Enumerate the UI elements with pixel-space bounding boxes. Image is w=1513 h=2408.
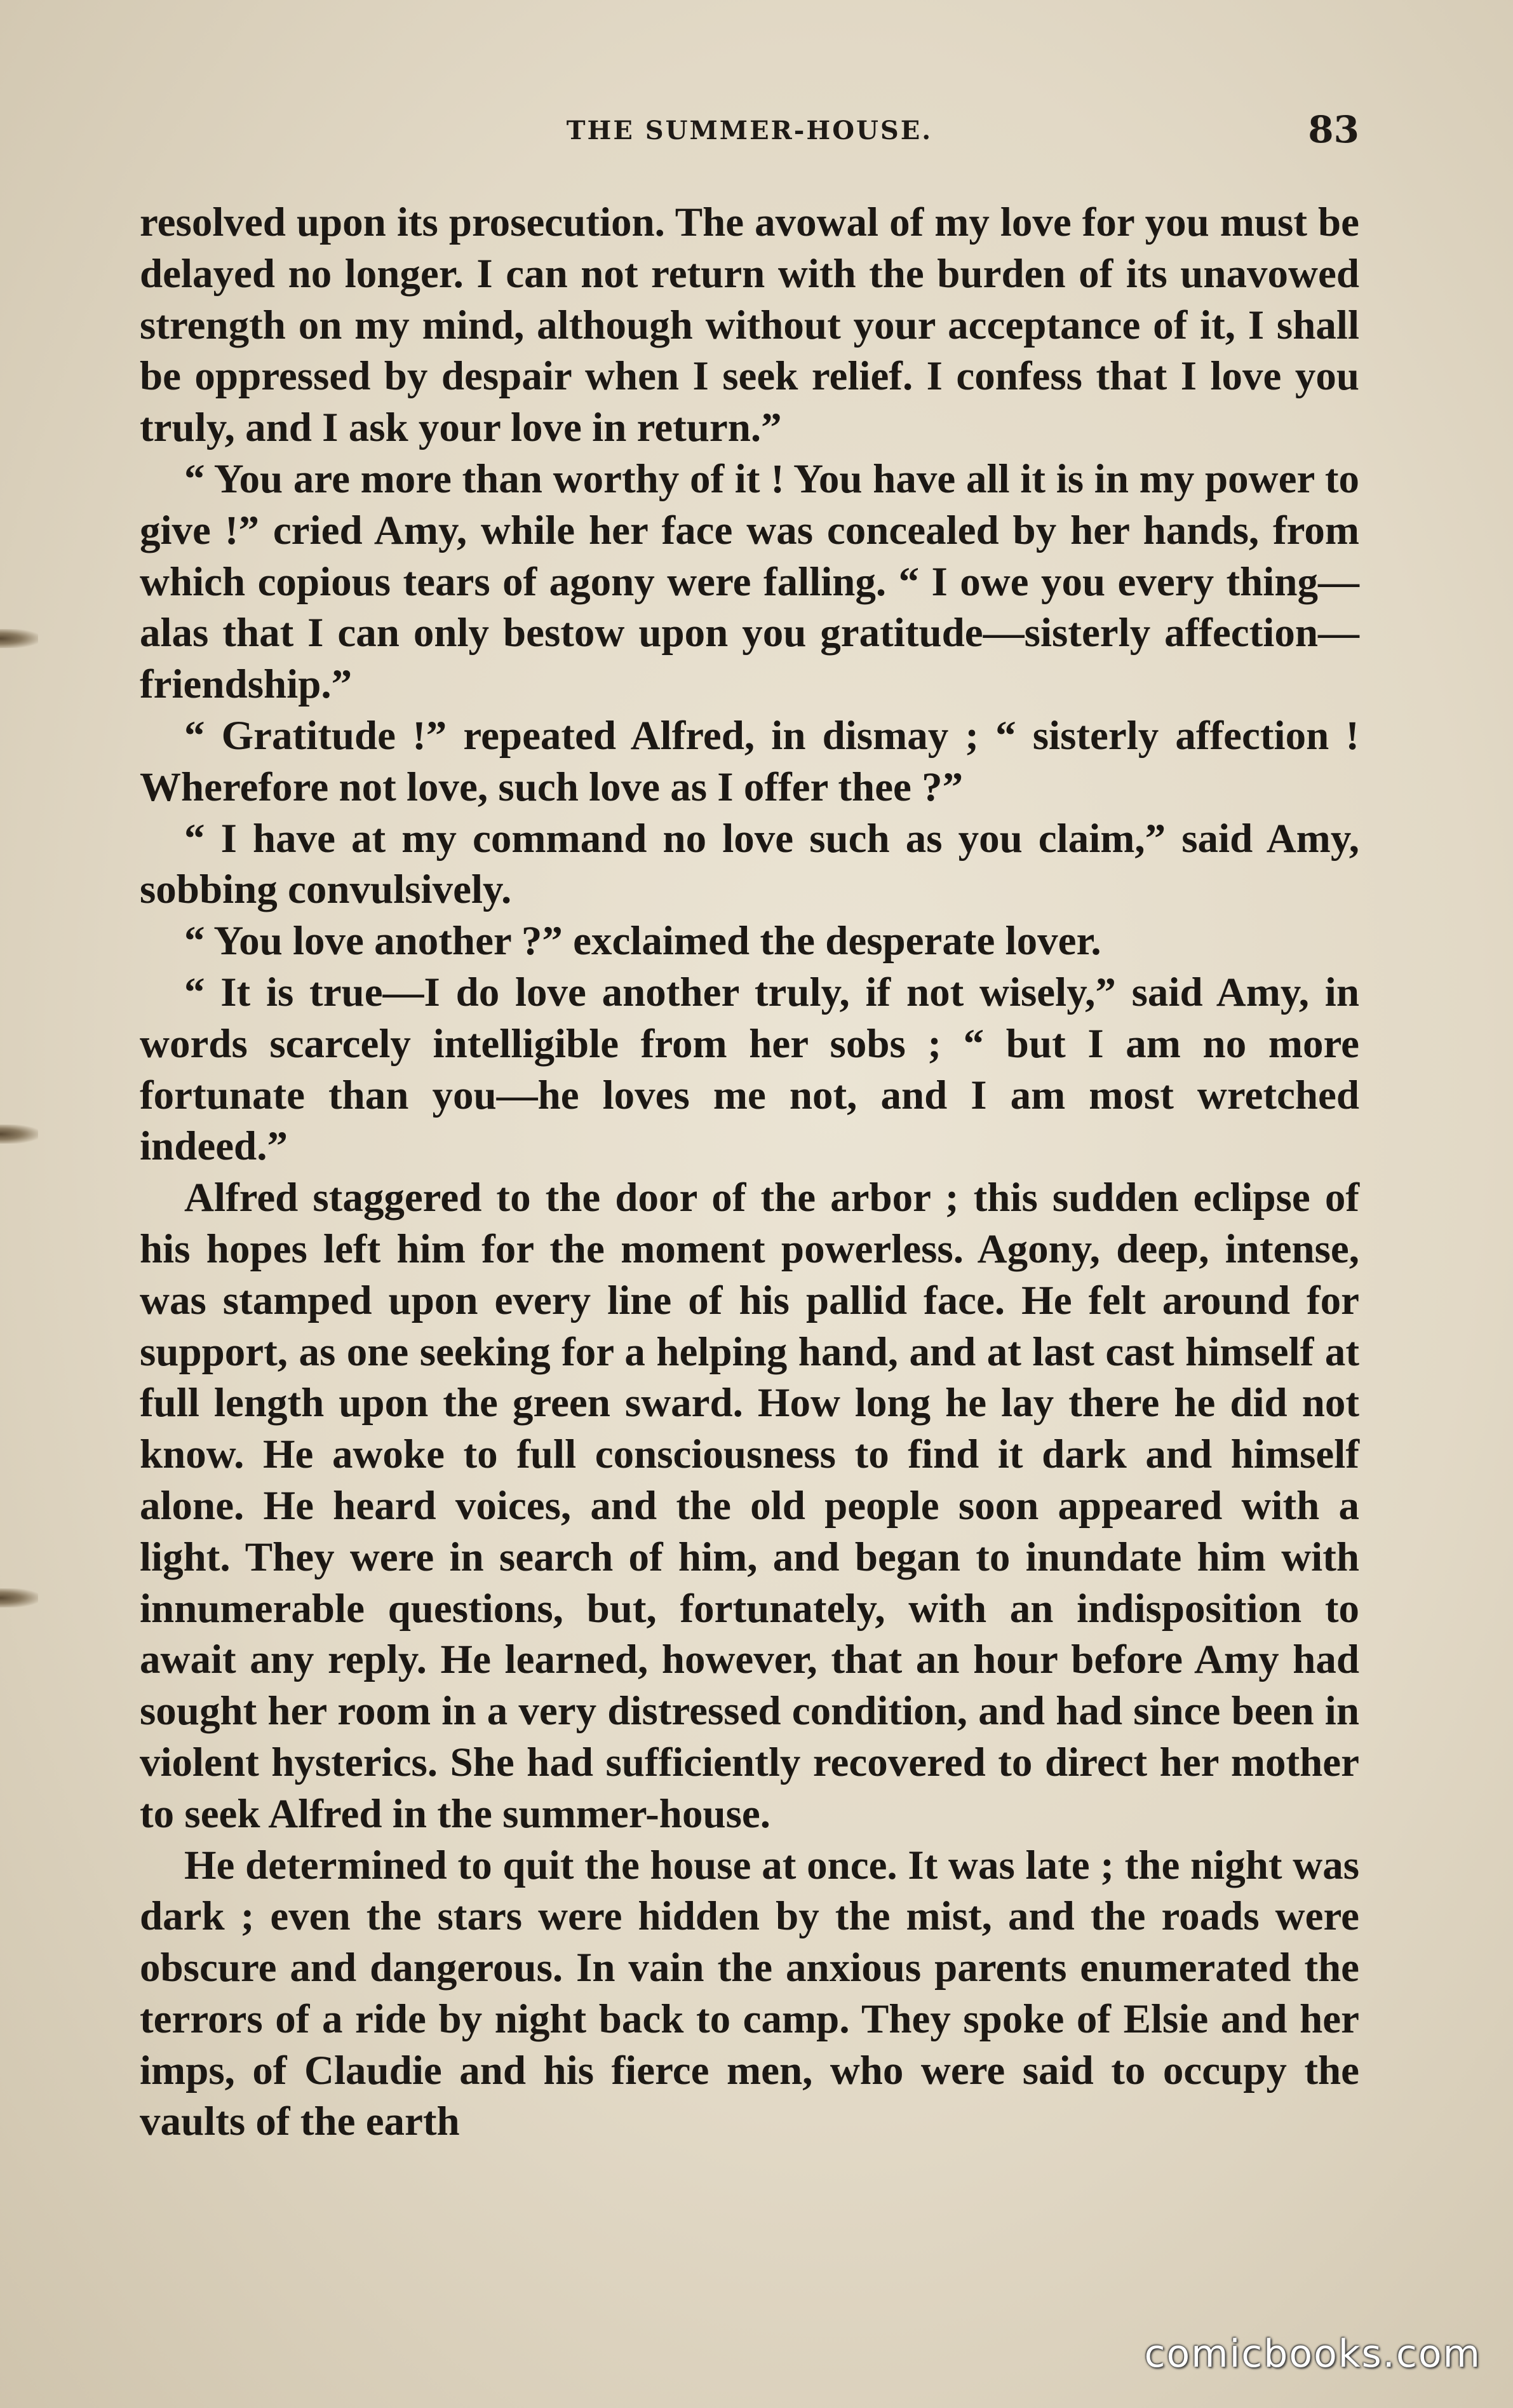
paragraph: “ You are more than worthy of it ! You have all it is in my power to give !” cried Amy, while her face was concealed by her hands, from which copious tears of agony were falling. “ I owe you every thing—alas that I can only bestow upon you gratitude—sisterly affection—friendship.” (140, 456, 1359, 708)
paragraph: Alfred staggered to the door of the arbor ; this sudden eclipse of his hopes left him for the moment powerless. Agony, deep, intense, was stamped upon every line of his pallid face. He felt around for support, as one seeking for a helping hand, and at last cast himself at full length upon the green sward. How long he lay there he did not know. He awoke to full consciousness to find it dark and himself alone. He heard voices, and the old people soon appeared with a light. They were in search of him, and began to inundate him with innumerable questions, but, fortunately, with an indisposition to await any reply. He learned, however, that an hour before Amy had sought her room in a very distressed condition, and had since been in violent hysterics. She had sufficiently recovered to direct her mother to seek Alfred in the summer-house. (140, 1175, 1359, 1837)
page-number: 83 (1308, 108, 1359, 151)
paragraph: He determined to quit the house at once. It was late ; the night was dark ; even the stars were hidden by the mist, and the roads were obscure and dangerous. In vain the anxious parents enumerated the terrors of a ride by night back to camp. They spoke of Elsie and her imps, of Claudie and his fierce men, who were said to occupy the vaults of the earth (140, 1842, 1359, 2145)
body-text (140, 197, 1359, 2148)
binding-hole (0, 1588, 38, 1607)
page-header (140, 108, 1359, 159)
binding-hole (0, 629, 38, 648)
paragraph: “ Gratitude !” repeated Alfred, in dismay ; “ sisterly affection ! Wherefore not love, such love as I offer thee ?” (140, 712, 1359, 810)
watermark: comicbooks.com (1144, 2332, 1481, 2376)
paragraph: resolved upon its prosecution. The avowal of my love for you must be delayed no longer. I can not return with the burden of its unavowed strength on my mind, although without your acceptance of it, I shall be oppressed by despair when I seek relief. I confess that I love you truly, and I ask your love in return.” (140, 200, 1359, 451)
running-head: THE SUMMER-HOUSE. (566, 116, 933, 145)
paragraph: “ I have at my command no love such as you claim,” said Amy, sobbing convulsively. (140, 815, 1359, 913)
binding-hole (0, 1125, 38, 1144)
paragraph: “ It is true—I do love another truly, if not wisely,” said Amy, in words scarcely intelligible from her sobs ; “ but I am no more fortunate than you—he loves me not, and I am most wretched indeed.” (140, 969, 1359, 1170)
paragraph: “ You love another ?” exclaimed the desperate lover. (184, 918, 1101, 964)
